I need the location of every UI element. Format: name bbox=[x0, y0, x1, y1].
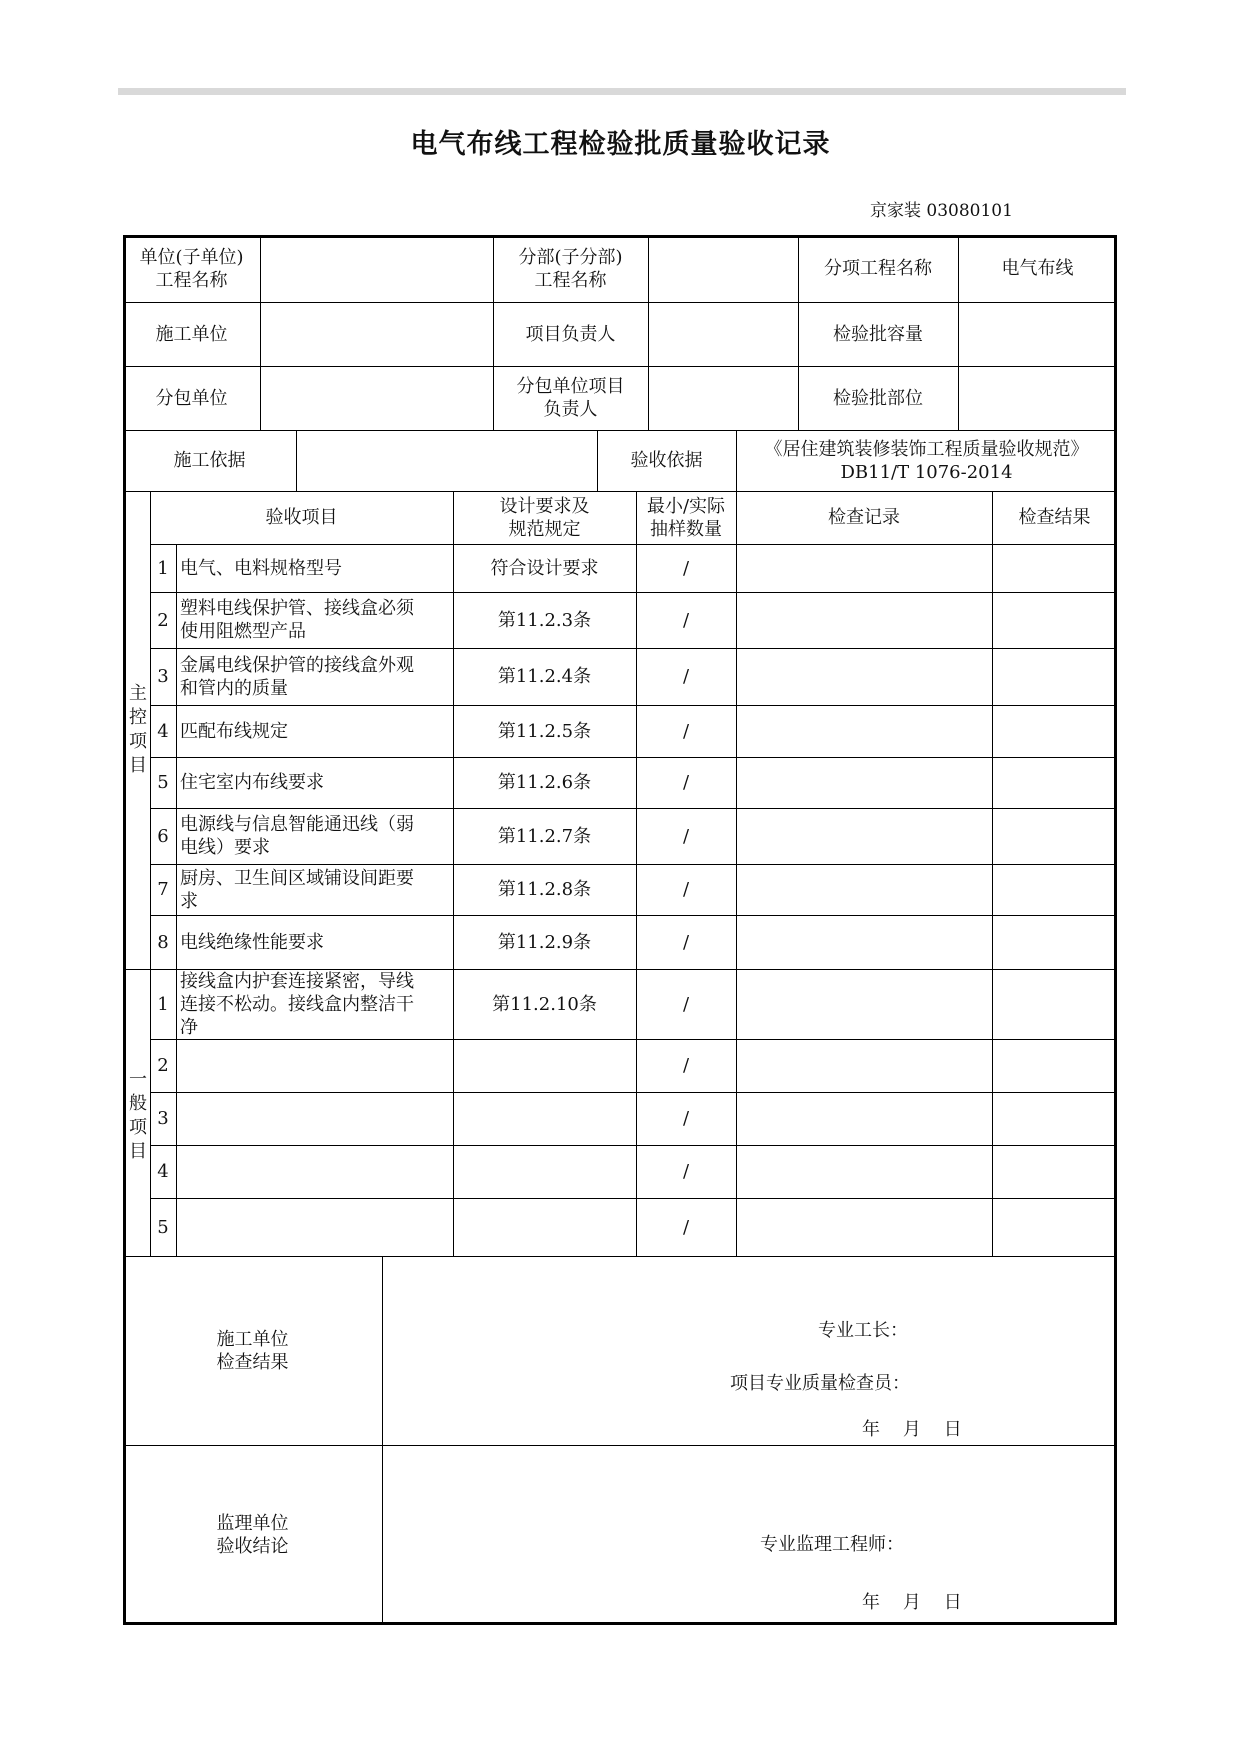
item-number: 5 bbox=[157, 1216, 169, 1238]
subcontract-leader-label-line1: 分包单位项目 bbox=[516, 376, 625, 397]
unit-name-label bbox=[123, 235, 260, 302]
item-requirement: 第11.2.4条 bbox=[497, 666, 592, 687]
item-sample-count[interactable]: / bbox=[682, 1055, 690, 1076]
grid-line bbox=[636, 491, 637, 1256]
item-name bbox=[176, 1092, 453, 1145]
acceptance-basis-label: 验收依据 bbox=[630, 450, 703, 471]
item-check-record[interactable] bbox=[736, 1039, 992, 1092]
grid-line bbox=[382, 1256, 383, 1625]
unit-name-label-line2: 工程名称 bbox=[155, 269, 228, 291]
col-header-requirement-line2: 规范规定 bbox=[508, 518, 581, 540]
general-group-char: 目 bbox=[129, 1141, 147, 1162]
item-check-result[interactable] bbox=[992, 808, 1117, 864]
item-check-record[interactable] bbox=[736, 1145, 992, 1198]
item-check-result[interactable] bbox=[992, 915, 1117, 969]
project-leader-label: 项目负责人 bbox=[525, 323, 616, 345]
item-name bbox=[176, 1198, 453, 1256]
item-check-result[interactable] bbox=[992, 592, 1117, 648]
item-check-result[interactable] bbox=[992, 648, 1117, 705]
acceptance-basis-line1: 《居住建筑装修装饰工程质量验收规范》 bbox=[764, 438, 1089, 460]
supervision-date: 年 月 日 bbox=[862, 1592, 962, 1613]
item-name-line: 电源线与信息智能通迅线（弱 bbox=[180, 814, 414, 835]
grid-line bbox=[176, 544, 177, 1256]
item-number: 1 bbox=[157, 993, 169, 1015]
item-name bbox=[176, 864, 453, 915]
subcontract-unit-field[interactable] bbox=[260, 366, 493, 430]
item-sample-count[interactable]: / bbox=[682, 993, 690, 1015]
item-sample-count[interactable]: / bbox=[682, 1108, 690, 1129]
item-requirement bbox=[453, 1092, 636, 1145]
item-check-result[interactable] bbox=[992, 705, 1117, 757]
main-group-char: 目 bbox=[129, 755, 147, 776]
acceptance-basis-value bbox=[736, 430, 1117, 491]
item-name-line: 电线绝缘性能要求 bbox=[180, 931, 324, 953]
item-check-record[interactable] bbox=[736, 705, 992, 757]
general-group-label bbox=[126, 1068, 150, 1164]
item-check-result[interactable] bbox=[992, 544, 1117, 592]
division-label-line2: 工程名称 bbox=[534, 269, 607, 291]
item-name bbox=[176, 544, 453, 592]
item-check-record[interactable] bbox=[736, 544, 992, 592]
item-requirement: 第11.2.9条 bbox=[497, 931, 592, 953]
grid-line bbox=[150, 491, 151, 1256]
item-name-line: 厨房、卫生间区域铺设间距要 bbox=[180, 867, 414, 889]
item-check-record[interactable] bbox=[736, 1198, 992, 1256]
subcontract-leader-label-line2: 负责人 bbox=[543, 399, 598, 420]
col-header-sample bbox=[636, 491, 736, 544]
item-check-record[interactable] bbox=[736, 1092, 992, 1145]
unit-name-label-line1: 单位(子单位) bbox=[139, 246, 244, 268]
item-name-line: 接线盒内护套连接紧密，导线 bbox=[180, 970, 414, 992]
item-sample-count[interactable]: / bbox=[682, 772, 690, 793]
item-sample-count[interactable]: / bbox=[682, 1161, 690, 1182]
item-name bbox=[176, 592, 453, 648]
item-requirement: 第11.2.10条 bbox=[492, 993, 597, 1015]
grid-line bbox=[736, 491, 737, 1256]
item-check-record[interactable] bbox=[736, 915, 992, 969]
item-check-result[interactable] bbox=[992, 1039, 1117, 1092]
item-requirement: 第11.2.6条 bbox=[497, 772, 592, 793]
item-number: 1 bbox=[157, 557, 169, 579]
construction-unit-field[interactable] bbox=[260, 302, 493, 366]
item-name-line: 匹配布线规定 bbox=[180, 720, 288, 742]
grid-line bbox=[150, 544, 1117, 545]
quality-inspector-signature-label: 项目专业质量检查员： bbox=[730, 1373, 910, 1394]
subcontract-unit-label: 分包单位 bbox=[155, 387, 228, 409]
item-sample-count[interactable]: / bbox=[682, 931, 690, 953]
item-name-line: 和管内的质量 bbox=[180, 677, 288, 699]
item-name-line: 电线）要求 bbox=[180, 837, 270, 858]
item-sample-count[interactable]: / bbox=[682, 609, 690, 631]
item-sample-count[interactable]: / bbox=[682, 825, 690, 847]
general-group-char: 般 bbox=[129, 1093, 147, 1114]
item-requirement bbox=[453, 1198, 636, 1256]
construction-unit-label: 施工单位 bbox=[155, 323, 228, 345]
item-number: 3 bbox=[157, 666, 169, 687]
item-check-record[interactable] bbox=[736, 757, 992, 808]
item-number: 6 bbox=[157, 825, 169, 847]
main-group-char: 项 bbox=[129, 731, 147, 752]
item-name-line: 净 bbox=[180, 1016, 198, 1038]
page-title: 电气布线工程检验批质量验收记录 bbox=[410, 129, 831, 160]
col-header-item: 验收项目 bbox=[265, 507, 338, 528]
item-check-result[interactable] bbox=[992, 757, 1117, 808]
main-group-char: 主 bbox=[129, 683, 147, 704]
col-header-sample-line1: 最小/实际 bbox=[646, 495, 726, 517]
general-group-char: 项 bbox=[129, 1117, 147, 1138]
item-check-record[interactable] bbox=[736, 648, 992, 705]
item-name-line: 塑料电线保护管、接线盒必须 bbox=[180, 598, 414, 619]
supervision-label bbox=[123, 1445, 382, 1625]
item-sample-count[interactable]: / bbox=[682, 557, 690, 579]
batch-capacity-label: 检验批容量 bbox=[833, 323, 923, 345]
col-header-record: 检查记录 bbox=[828, 507, 900, 528]
item-requirement: 第11.2.3条 bbox=[497, 609, 592, 631]
col-header-result: 检查结果 bbox=[1018, 507, 1091, 528]
division-label bbox=[493, 235, 648, 302]
item-number: 2 bbox=[157, 609, 169, 631]
col-header-requirement-line1: 设计要求及 bbox=[499, 495, 590, 517]
acceptance-basis-line2: DB11/T 1076-2014 bbox=[840, 461, 1013, 483]
grid-line bbox=[123, 969, 1117, 970]
division-label-line1: 分部(子分部) bbox=[518, 246, 623, 268]
item-number: 4 bbox=[157, 1161, 169, 1182]
item-requirement: 第11.2.7条 bbox=[497, 825, 592, 847]
item-name bbox=[176, 808, 453, 864]
col-header-sample-line2: 抽样数量 bbox=[650, 518, 722, 540]
item-requirement: 第11.2.8条 bbox=[497, 879, 592, 900]
item-requirement: 符合设计要求 bbox=[490, 557, 599, 579]
main-control-group-label bbox=[126, 682, 150, 778]
subcontract-leader-label bbox=[493, 366, 648, 430]
item-sample-count[interactable]: / bbox=[682, 1216, 690, 1238]
item-name-line: 使用阻燃型产品 bbox=[180, 621, 306, 642]
item-check-result[interactable] bbox=[992, 1092, 1117, 1145]
subitem-label: 分项工程名称 bbox=[824, 258, 932, 279]
item-number: 8 bbox=[157, 931, 169, 953]
construction-check-label-line1: 施工单位 bbox=[216, 1328, 289, 1350]
item-number: 2 bbox=[157, 1055, 169, 1076]
item-number: 5 bbox=[157, 772, 169, 793]
top-divider-bar bbox=[118, 88, 1126, 95]
unit-name-field[interactable] bbox=[260, 235, 493, 302]
item-sample-count[interactable]: / bbox=[682, 720, 690, 742]
item-requirement bbox=[453, 1039, 636, 1092]
basis-label: 施工依据 bbox=[173, 450, 246, 471]
construction-check-label-line2: 检查结果 bbox=[216, 1351, 289, 1373]
batch-capacity-field[interactable] bbox=[958, 302, 1117, 366]
grid-line bbox=[453, 491, 454, 1256]
item-check-result[interactable] bbox=[992, 1145, 1117, 1198]
item-number: 4 bbox=[157, 720, 169, 742]
item-check-result[interactable] bbox=[992, 1198, 1117, 1256]
item-name bbox=[176, 1145, 453, 1198]
supervision-label-line2: 验收结论 bbox=[216, 1536, 289, 1557]
construction-check-label bbox=[123, 1256, 382, 1445]
item-name bbox=[176, 648, 453, 705]
item-check-record[interactable] bbox=[736, 864, 992, 915]
foreman-signature-label: 专业工长： bbox=[818, 1320, 908, 1341]
item-check-record[interactable] bbox=[736, 969, 992, 1039]
subcontract-leader-field[interactable] bbox=[648, 366, 798, 430]
item-name bbox=[176, 969, 453, 1039]
construction-check-date: 年 月 日 bbox=[862, 1419, 962, 1440]
item-requirement: 第11.2.5条 bbox=[497, 720, 592, 742]
batch-location-field[interactable] bbox=[958, 366, 1117, 430]
supervision-engineer-signature-label: 专业监理工程师： bbox=[760, 1534, 904, 1555]
general-group-char: 一 bbox=[129, 1069, 147, 1090]
item-check-record[interactable] bbox=[736, 808, 992, 864]
project-leader-field[interactable] bbox=[648, 302, 798, 366]
item-name-line: 连接不松动。接线盒内整洁干 bbox=[180, 993, 414, 1015]
item-requirement bbox=[453, 1145, 636, 1198]
col-header-requirement bbox=[453, 491, 636, 544]
item-name-line: 求 bbox=[180, 890, 198, 912]
item-name bbox=[176, 757, 453, 808]
item-name-line: 住宅室内布线要求 bbox=[180, 772, 324, 793]
division-field[interactable] bbox=[648, 235, 798, 302]
batch-location-label: 检验批部位 bbox=[833, 387, 923, 409]
item-check-result[interactable] bbox=[992, 864, 1117, 915]
item-name bbox=[176, 915, 453, 969]
item-number: 3 bbox=[157, 1108, 169, 1129]
item-name bbox=[176, 705, 453, 757]
item-name-line: 金属电线保护管的接线盒外观 bbox=[180, 654, 414, 676]
grid-line bbox=[992, 491, 993, 1256]
item-name bbox=[176, 1039, 453, 1092]
form-code: 京家装 03080101 bbox=[870, 201, 1013, 221]
item-sample-count[interactable]: / bbox=[682, 666, 690, 687]
supervision-label-line1: 监理单位 bbox=[216, 1513, 289, 1534]
item-name-line: 电气、电料规格型号 bbox=[180, 557, 342, 579]
item-check-result[interactable] bbox=[992, 969, 1117, 1039]
subitem-field[interactable]: 电气布线 bbox=[1001, 258, 1074, 279]
item-sample-count[interactable]: / bbox=[682, 879, 690, 900]
basis-field[interactable] bbox=[296, 430, 597, 491]
item-number: 7 bbox=[157, 879, 169, 900]
item-check-record[interactable] bbox=[736, 592, 992, 648]
main-group-char: 控 bbox=[129, 707, 147, 728]
